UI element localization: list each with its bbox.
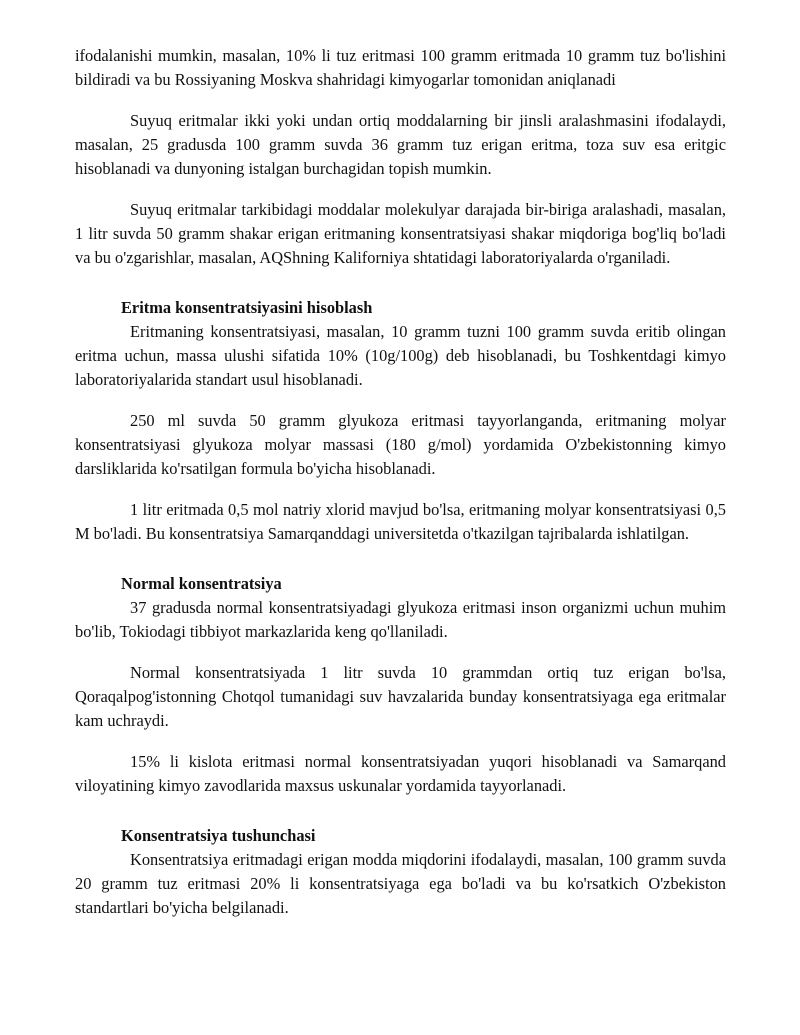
section-heading: Normal konsentratsiya	[121, 574, 282, 593]
paragraph: Normal konsentratsiyada 1 litr suvda 10 grammdan ortiq tuz erigan bo'lsa, Qoraqalpog'istonning Chotqol tumanidagi suv havzalarida bunday konsentratsiyaga ega eritmalar kam uchraydi.	[75, 663, 726, 730]
paragraph: Suyuq eritmalar ikki yoki undan ortiq moddalarning bir jinsli aralashmasini ifodalaydi, masalan, 25 gradusda 100 gramm suvda 36 gramm tuz erigan eritma, toza suv esa eritgic hisoblanadi va dunyoning istalgan burchagidan topish mumkin.	[75, 111, 726, 178]
paragraph: Eritmaning konsentratsiyasi, masalan, 10 gramm tuzni 100 gramm suvda eritib olingan eritma uchun, massa ulushi sifatida 10% (10g/100g) deb hisoblanadi, bu Toshkentdagi kimyo laboratoriyalarida standart usul hisoblanadi.	[75, 322, 726, 389]
paragraph: 1 litr eritmada 0,5 mol natriy xlorid mavjud bo'lsa, eritmaning molyar konsentratsiyasi 0,5 M bo'ladi. Bu konsentratsiya Samarqanddagi universitetda o'tkazilgan tajribalarda ishlatilgan.	[75, 500, 726, 543]
section-heading: Konsentratsiya tushunchasi	[121, 826, 316, 845]
paragraph: 250 ml suvda 50 gramm glyukoza eritmasi tayyorlanganda, eritmaning molyar konsentratsiyasi glyukoza molyar massasi (180 g/mol) yordamida O'zbekistonning kimyo darsliklarida ko'rsatilgan formula bo'yicha hisoblanadi.	[75, 411, 726, 478]
paragraph: 15% li kislota eritmasi normal konsentratsiyadan yuqori hisoblanadi va Samarqand viloyatining kimyo zavodlarida maxsus uskunalar yordamida tayyorlanadi.	[75, 752, 726, 795]
section-heading: Eritma konsentratsiyasini hisoblash	[121, 298, 373, 317]
paragraph: ifodalanishi mumkin, masalan, 10% li tuz eritmasi 100 gramm eritmada 10 gramm tuz bo'lishini bildiradi va bu Rossiyaning Moskva shahridagi kimyogarlar tomonidan aniqlanadi	[75, 46, 726, 89]
paragraph: Konsentratsiya eritmadagi erigan modda miqdorini ifodalaydi, masalan, 100 gramm suvda 20 gramm tuz eritmasi 20% li konsentratsiyaga ega bo'ladi va bu ko'rsatkich O'zbekiston standartlari bo'yicha belgilanadi.	[75, 850, 726, 917]
document-page	[75, 44, 726, 920]
paragraph: 37 gradusda normal konsentratsiyadagi glyukoza eritmasi inson organizmi uchun muhim bo'lib, Tokiodagi tibbiyot markazlarida keng qo'llaniladi.	[75, 598, 726, 641]
paragraph: Suyuq eritmalar tarkibidagi moddalar molekulyar darajada bir-biriga aralashadi, masalan, 1 litr suvda 50 gramm shakar erigan eritmaning konsentratsiyasi shakar miqdoriga bog'liq bo'ladi va bu o'zgarishlar, masalan, AQShning Kaliforniya shtatidagi laboratoriyalarda o'rganiladi.	[75, 200, 726, 267]
